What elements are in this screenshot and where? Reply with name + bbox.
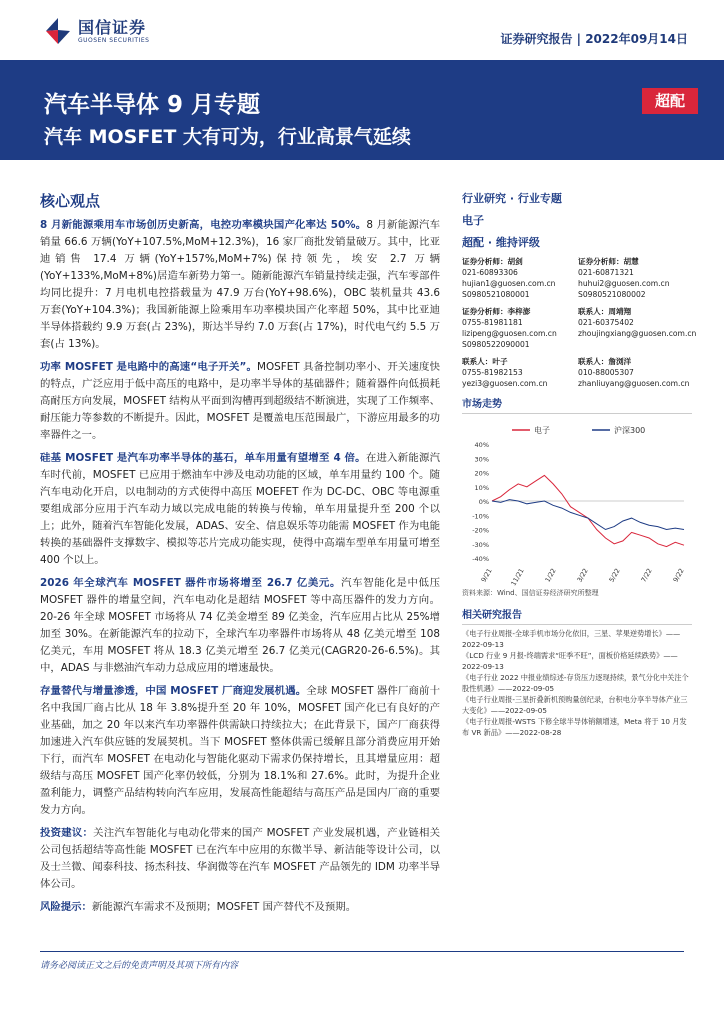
analyst-email[interactable]: zhanliuyang@guosen.com.cn [578,379,690,388]
p4-highlight: 2026 年全球汽车 MOSFET 器件市场将增至 26.7 亿美元。 [40,577,342,589]
related-report[interactable]: 《LCD 行业 9 月报-终端需求“旺季不旺”，面板价格延续跌势》——2022-09-13 [462,651,678,671]
y-tick-label: 10% [474,483,489,492]
title-banner [0,60,724,160]
guosen-logo-icon [44,16,72,46]
paragraph-5 [40,683,440,819]
y-tick-label: -30% [472,540,489,549]
chart-source: 资料来源：Wind、国信证券经济研究所整理 [462,589,599,597]
related-reports-title: 相关研究报告 [462,606,692,625]
core-view-title: 核心观点 [40,192,101,210]
report-meta: 证券研究报告 | 2022年09月14日 [500,32,688,46]
analyst-card: 联系人：詹浏洋 010-88005307 zhanliuyang@guosen.com.cn [578,357,690,388]
core-view-column [40,190,440,922]
analyst-card: 联系人：叶子 0755-81982153 yezi3@guosen.com.cn [462,356,574,389]
analyst-email[interactable]: hujian1@guosen.com.cn [462,279,556,288]
p2-highlight: 功率 MOSFET 是电路中的高速“电子开关”。 [40,361,258,373]
y-tick-label: 0% [478,498,489,506]
rating-label: 超配 · 维持评级 [462,236,540,249]
p5-text: 全球 MOSFET 器件厂商前十名中我国厂商占比从 18 年 3.8%提升至 20 年 10%，MOSFET 国产化已有良好的产业基础，加之 20 年以来汽车功率器件供需缺口持续拉大；在此背景下，国产厂商获得加速进入汽车供应链的发展契机。当下 MOSFET 整体供需已缓解且部分消费应用开始下行，而汽车 MOSFET 在电动化与智能化驱动下需求仍保持增长，且其增量应用：超级结与高压 MOSFET 国产化率仍较低，分别为 18.1%和 27.6%。此时，为提升企业盈利能力，调整产品结构转向汽车应用，发展高性能超结与高压产品是国内厂商的重要发力方向。 [40,685,440,816]
market-trend-chart [462,418,692,586]
y-tick-label: -40% [472,555,489,563]
x-tick-label: 5/22 [607,567,622,584]
logo-en: GUOSEN SECURITIES [78,36,150,44]
related-report[interactable]: 《电子行业周报-WSTS 下修全球半导体销额增速，Meta 将于 10 月发布 VR 新品》——2022-08-28 [462,717,687,737]
x-tick-label: 9/21 [479,567,494,584]
company-logo [44,16,149,46]
x-tick-label: 3/22 [575,567,590,584]
industry-label: 行业研究 · 行业专题 [462,192,562,205]
x-tick-label: 7/22 [639,567,654,584]
x-tick-label: 9/22 [671,567,686,584]
paragraph-3 [40,450,440,569]
series-line-electronics [492,475,684,546]
legend-label: 沪深300 [614,426,646,435]
analyst-card: 证券分析师：李梓澎 0755-81981181 lizipeng@guosen.com.cn S0980522090001 [462,306,574,350]
investment-advice [40,825,440,893]
p4-text: 汽车智能化是中低压 MOSFET 器件的增量空间，汽车电动化是超结 MOSFET 等中高压器件的发力方向。20-26 年全球 MOSFET 市场将从 74 亿美金增至 89 亿美金，汽车应用占比从 25%增加至 30%。在新能源汽车的拉动下，全球汽车功率器件市场将从 48 亿美元增至 108 亿美元，车用 MOSFET 将从 18.3 亿美元增至 26.7 亿美元(CAGR20-26-6.5%)。其中，ADAS 与非燃油汽车动力总成应用的增速最快。 [40,577,440,674]
logo-cn: 国信证券 [78,17,147,37]
p1-text: 8 月新能源汽车销量 66.6 万辆(YoY+107.5%,MoM+12.3%)，16 家厂商批发销量破万。其中，比亚迪销售 17.4 万辆(YoY+157%,MoM+7%)保持领先，埃安 2.7 万辆(YoY+133%,MoM+8%)居造车新势力第一。随新能源汽车销量持续走强，汽车零部件均同比提升：7 月电机电控搭载量为 47.9 万台(YoY+98.6%)，OBC 装机量共 43.6 万套(YoY+104.3%)；我国新能源上险乘用车功率模块国产化率超 50%，其中比亚迪半导体搭载约 9.9 万套(占 23%)，斯达半导约 7.0 万套(占 17%)，时代电气约 5.5 万套(占 13%)。 [40,219,440,350]
rating-tag: 超配 [642,88,698,114]
p2-text: MOSFET 具备控制功率小、开关速度快的特点，广泛应用于低中高压的电路中，是功率半导体的基础器件；随着器件向低损耗高耐压方向发展，MOSFET 结构从平面到沟槽再到超级结不断演进，实现了工作频率、耐压能力等参数的不断提升。因此，MOSFET 是覆盖电压范围最广，下游应用最多的功率器件之一。 [40,361,440,441]
related-report[interactable]: 《电子行业周报-全球手机市场分化依旧，三星、苹果逆势增长》——2022-09-13 [462,629,681,649]
page-header [0,0,724,60]
p3-text: 在进入新能源汽车时代前，MOSFET 已应用于燃油车中涉及电动功能的区域，单车用量约 100 个。随汽车电动化开启，以电制动的方式使得中高压 MOEFET 作为 DC-DC、OBC 等电源重要组成部分应用于汽车动力域以完成电能的转换与传输，单车用量提升至 200 个以上；此外，随着汽车智能化发展，ADAS、安全、信息娱乐等功能需 MOSFET 作为电能转换的基础器件支撑数字、模拟等芯片完成功能实现，使得中高端车型单车用量可增至 400 个以上。 [40,452,441,566]
related-report[interactable]: 《电子行业周报-三星折叠新机预购量创纪录，台积电分享半导体产业三大变化》——2022-09-05 [462,695,688,715]
y-tick-label: -20% [472,526,489,535]
paragraph-1 [40,217,440,353]
paragraph-2 [40,359,440,444]
analyst-email[interactable]: zhoujingxiang@guosen.com.cn [578,329,697,338]
footer-divider [40,951,684,952]
p6-text: 关注汽车智能化与电动化带来的国产 MOSFET 产业发展机遇，产业链相关公司包括超结等高性能 MOSFET 已在汽车中应用的东微半导、新洁能等设计公司，以及士兰微、闻泰科技、扬杰科技、华润微等在汽车 MOSFET 产品领先的 IDM 功率半导体公司。 [40,827,441,890]
y-tick-label: 30% [474,455,489,464]
analyst-card: 证券分析师：胡慧 021-60871321 huhui2@guosen.com.cn S0980521080002 [578,256,690,300]
risk-warning [40,899,440,916]
report-subtitle: 汽车 MOSFET 大有可为，行业高景气延续 [44,126,411,148]
related-report[interactable]: 《电子行业 2022 中报业绩综述-存货压力逐现持续，景气分化中关注个股性机遇》——2022-09-05 [462,673,689,693]
market-trend-title: 市场走势 [462,395,692,414]
p6-highlight: 投资建议： [40,827,94,839]
legend-label: 电子 [534,426,550,435]
sector-label: 电子 [462,214,484,227]
series-line-csi300 [492,500,684,530]
y-tick-label: -10% [472,512,489,521]
sidebar [462,190,697,739]
trend-chart-svg [462,418,692,586]
analyst-email[interactable]: yezi3@guosen.com.cn [462,379,548,388]
analyst-email[interactable]: lizipeng@guosen.com.cn [462,329,557,338]
analyst-card: 联系人：周靖翔 021-60375402 zhoujingxiang@guosen.com.cn [578,307,697,338]
p7-highlight: 风险提示： [40,901,92,913]
p1-highlight: 8 月新能源乘用车市场创历史新高，电控功率模块国产化率达 50%。 [40,219,367,231]
analyst-grid [462,256,697,389]
p3-highlight: 硅基 MOSFET 是汽车功率半导体的基石，单车用量有望增至 4 倍。 [40,452,366,464]
disclaimer: 请务必阅读正文之后的免责声明及其项下所有内容 [40,961,239,971]
y-tick-label: 20% [474,469,489,478]
p7-text: 新能源汽车需求不及预期；MOSFET 国产替代不及预期。 [91,901,357,913]
y-tick-label: 40% [474,441,489,449]
p5-highlight: 存量替代与增量渗透，中国 MOSFET 厂商迎发展机遇。 [40,685,307,697]
report-title: 汽车半导体 9 月专题 [44,92,261,118]
x-tick-label: 1/22 [543,567,558,584]
analyst-email[interactable]: huhui2@guosen.com.cn [578,279,670,288]
paragraph-4 [40,575,440,677]
x-tick-label: 11/21 [509,567,526,586]
analyst-card: 证券分析师：胡剑 021-60893306 hujian1@guosen.com.cn S0980521080001 [462,256,574,300]
